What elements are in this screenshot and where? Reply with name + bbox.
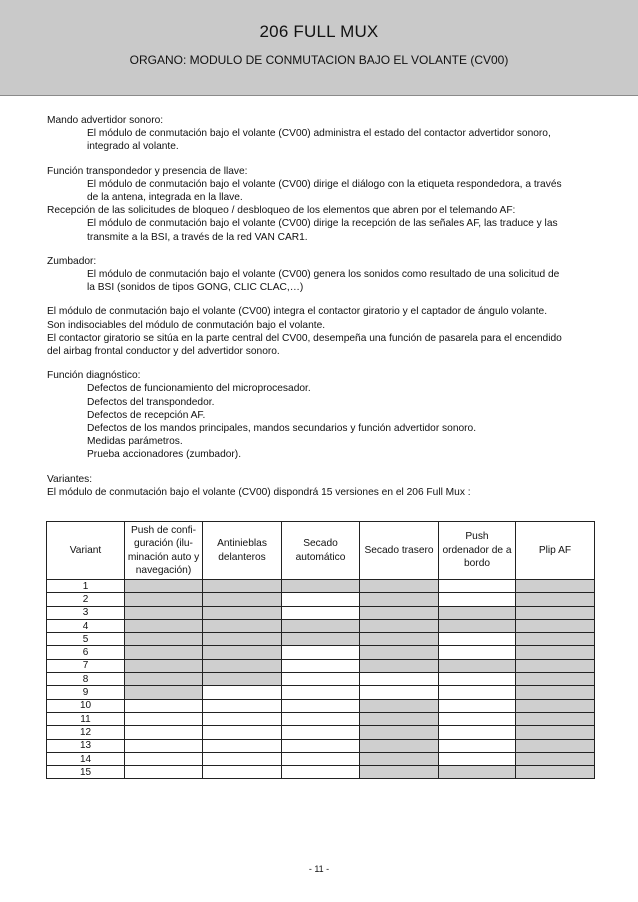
table-header-row [47, 522, 595, 580]
variant-number: 11 [47, 712, 125, 725]
section-heading: Función diagnóstico: [47, 370, 141, 382]
section-line: El módulo de conmutación bajo el volante (CV00) administra el estado del contactor advertidor sonoro, [87, 128, 551, 140]
section-line: Defectos del transpondedor. [87, 396, 215, 408]
feature-cell [282, 619, 360, 632]
section-diagnostico [47, 369, 599, 461]
feature-cell [360, 593, 439, 606]
section-line: El módulo de conmutación bajo el volante (CV00) integra el contactor giratorio y el captador de ángulo volante. [47, 306, 548, 318]
feature-cell [203, 580, 282, 593]
section-line: del airbag frontal conductor y del advertidor sonoro. [47, 346, 280, 358]
feature-cell [125, 726, 203, 739]
feature-cell [439, 712, 516, 725]
feature-cell [282, 712, 360, 725]
feature-cell [203, 646, 282, 659]
feature-cell [360, 712, 439, 725]
section-heading: Recepción de las solicitudes de bloqueo / desbloqueo de los elementos que abren por el telemando AF: [47, 205, 516, 217]
feature-cell [282, 606, 360, 619]
feature-cell [516, 712, 595, 725]
feature-cell [439, 726, 516, 739]
column-header-secado-trasero: Secado trasero [360, 522, 439, 580]
feature-cell [516, 739, 595, 752]
page-subtitle: ORGANO: MODULO DE CONMUTACION BAJO EL VOLANTE (CV00) [129, 53, 509, 67]
feature-cell [516, 752, 595, 765]
feature-cell [282, 726, 360, 739]
feature-cell [203, 633, 282, 646]
feature-cell [439, 619, 516, 632]
feature-cell [203, 766, 282, 779]
feature-cell [203, 659, 282, 672]
page-header [0, 0, 638, 96]
feature-cell [439, 659, 516, 672]
feature-cell [516, 593, 595, 606]
table-row [47, 633, 595, 646]
section-variantes [47, 473, 599, 499]
feature-cell [516, 580, 595, 593]
feature-cell [282, 739, 360, 752]
column-header-secado-auto: Secado automático [282, 522, 360, 580]
feature-cell [203, 739, 282, 752]
feature-cell [439, 673, 516, 686]
feature-cell [282, 659, 360, 672]
feature-cell [439, 606, 516, 619]
feature-cell [203, 606, 282, 619]
section-heading: Zumbador: [47, 255, 97, 267]
feature-cell [203, 752, 282, 765]
section-line: Defectos de funcionamiento del microprocesador. [87, 383, 311, 395]
feature-cell [203, 686, 282, 699]
section-line: Medidas parámetros. [87, 436, 183, 448]
feature-cell [125, 752, 203, 765]
feature-cell [439, 699, 516, 712]
section-line: integrado al volante. [87, 141, 179, 153]
variant-number: 14 [47, 752, 125, 765]
section-mando [47, 114, 599, 154]
feature-cell [360, 580, 439, 593]
section-line: El módulo de conmutación bajo el volante (CV00) dirige la recepción de las señales AF, las traduce y las [87, 218, 558, 230]
table-row [47, 593, 595, 606]
feature-cell [516, 766, 595, 779]
table-body [47, 580, 595, 779]
feature-cell [125, 606, 203, 619]
table-row [47, 726, 595, 739]
variant-number: 1 [47, 580, 125, 593]
feature-cell [203, 712, 282, 725]
section-heading: Variantes: [47, 473, 93, 485]
section-contactor [47, 305, 599, 358]
table-row [47, 752, 595, 765]
feature-cell [439, 739, 516, 752]
document-body [47, 114, 599, 499]
feature-cell [516, 606, 595, 619]
section-line: Defectos de recepción AF. [87, 409, 206, 421]
section-heading: Mando advertidor sonoro: [47, 115, 164, 126]
variant-number: 2 [47, 593, 125, 606]
feature-cell [439, 752, 516, 765]
table-row [47, 673, 595, 686]
section-line: El módulo de conmutación bajo el volante (CV00) dirige el diálogo con la etiqueta respondedora, a través [87, 178, 562, 190]
section-line: Prueba accionadores (zumbador). [87, 449, 242, 461]
feature-cell [203, 699, 282, 712]
feature-cell [516, 659, 595, 672]
variants-table [46, 521, 595, 779]
section-line: El módulo de conmutación bajo el volante (CV00) dispondrá 15 versiones en el 206 Full Mux : [47, 486, 471, 498]
feature-cell [203, 619, 282, 632]
feature-cell [282, 593, 360, 606]
variant-number: 13 [47, 739, 125, 752]
feature-cell [360, 619, 439, 632]
feature-cell [282, 580, 360, 593]
variant-number: 8 [47, 673, 125, 686]
feature-cell [125, 766, 203, 779]
variant-number: 4 [47, 619, 125, 632]
feature-cell [360, 673, 439, 686]
feature-cell [282, 646, 360, 659]
feature-cell [125, 699, 203, 712]
section-line: El contactor giratorio se sitúa en la parte central del CV00, desempeña una función de pasarela para el encendido [47, 332, 562, 344]
table-row [47, 580, 595, 593]
column-header-plip-af: Plip AF [516, 522, 595, 580]
feature-cell [516, 699, 595, 712]
feature-cell [282, 686, 360, 699]
section-heading: Función transpondedor y presencia de llave: [47, 165, 248, 177]
feature-cell [439, 633, 516, 646]
feature-cell [360, 726, 439, 739]
feature-cell [360, 606, 439, 619]
variant-number: 12 [47, 726, 125, 739]
feature-cell [360, 659, 439, 672]
variant-number: 3 [47, 606, 125, 619]
feature-cell [203, 593, 282, 606]
table-row [47, 659, 595, 672]
feature-cell [516, 673, 595, 686]
section-recepcion [47, 204, 599, 244]
variant-number: 9 [47, 686, 125, 699]
feature-cell [516, 686, 595, 699]
feature-cell [439, 593, 516, 606]
section-zumbador [47, 255, 599, 295]
variant-number: 5 [47, 633, 125, 646]
table-row [47, 699, 595, 712]
section-line: El módulo de conmutación bajo el volante (CV00) genera los sonidos como resultado de una solicitud de [87, 269, 560, 281]
feature-cell [125, 739, 203, 752]
section-line: de la antena, integrada en la llave. [87, 192, 243, 204]
table-row [47, 766, 595, 779]
section-line: transmite a la BSI, a través de la red VAN CAR1. [87, 231, 308, 243]
feature-cell [360, 646, 439, 659]
feature-cell [125, 633, 203, 646]
feature-cell [282, 752, 360, 765]
feature-cell [360, 752, 439, 765]
feature-cell [360, 699, 439, 712]
feature-cell [125, 686, 203, 699]
feature-cell [203, 673, 282, 686]
feature-cell [282, 766, 360, 779]
feature-cell [360, 686, 439, 699]
section-line: Son indisociables del módulo de conmutación bajo el volante. [47, 319, 326, 331]
feature-cell [360, 739, 439, 752]
feature-cell [125, 646, 203, 659]
feature-cell [125, 580, 203, 593]
variant-number: 6 [47, 646, 125, 659]
feature-cell [282, 633, 360, 646]
feature-cell [439, 646, 516, 659]
feature-cell [516, 619, 595, 632]
feature-cell [516, 726, 595, 739]
section-line: Defectos de los mandos principales, mandos secundarios y función advertidor sonoro. [87, 423, 477, 435]
column-header-push-config: Push de confi- guración (ilu- minación auto y navegación) [125, 522, 203, 580]
variant-number: 10 [47, 699, 125, 712]
feature-cell [439, 686, 516, 699]
column-header-variant: Variant [47, 522, 125, 580]
table-row [47, 739, 595, 752]
feature-cell [125, 712, 203, 725]
feature-cell [360, 633, 439, 646]
feature-cell [125, 593, 203, 606]
feature-cell [125, 619, 203, 632]
section-transponder [47, 165, 599, 205]
table-row [47, 606, 595, 619]
feature-cell [203, 726, 282, 739]
feature-cell [439, 580, 516, 593]
variant-number: 15 [47, 766, 125, 779]
feature-cell [439, 766, 516, 779]
column-header-antinieblas: Antinieblas delanteros [203, 522, 282, 580]
table-row [47, 646, 595, 659]
column-header-push-ordenador: Push ordenador de a bordo [439, 522, 516, 580]
page-title: 206 FULL MUX [259, 22, 379, 41]
feature-cell [125, 673, 203, 686]
feature-cell [516, 633, 595, 646]
table-row [47, 686, 595, 699]
feature-cell [282, 699, 360, 712]
feature-cell [516, 646, 595, 659]
section-line: la BSI (sonidos de tipos GONG, CLIC CLAC,…) [87, 282, 304, 294]
feature-cell [125, 659, 203, 672]
table-row [47, 712, 595, 725]
feature-cell [282, 673, 360, 686]
table-row [47, 619, 595, 632]
variant-number: 7 [47, 659, 125, 672]
feature-cell [360, 766, 439, 779]
page-number: - 11 - [308, 864, 330, 874]
